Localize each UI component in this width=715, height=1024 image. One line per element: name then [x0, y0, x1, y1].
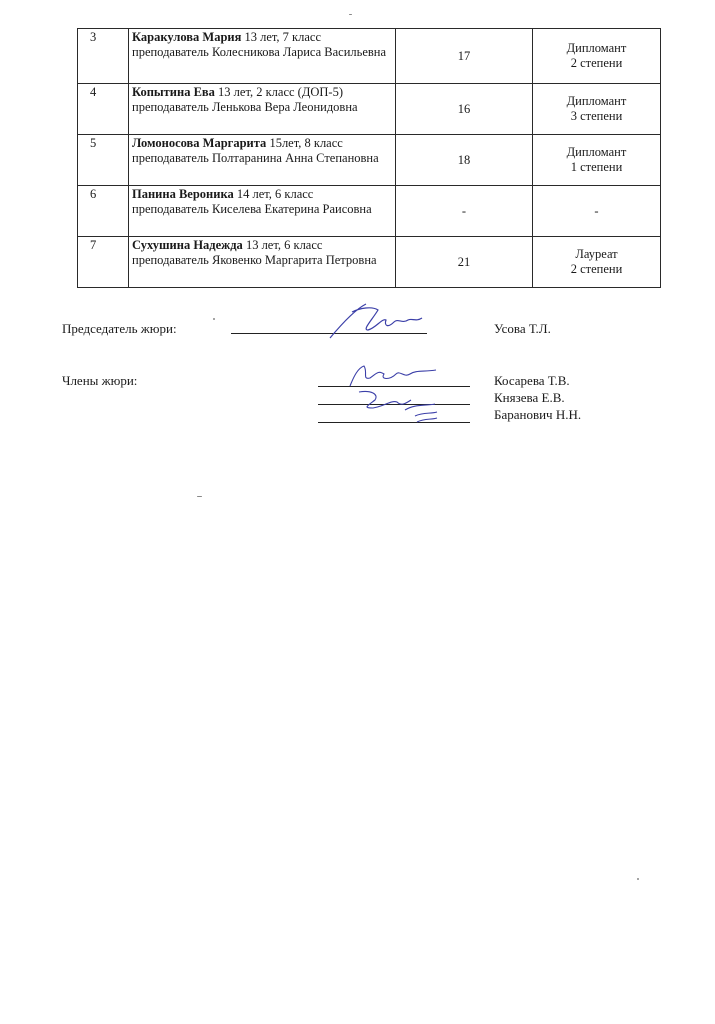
row-number: 4: [78, 84, 129, 135]
award-cell: [533, 135, 661, 186]
scan-speck: [197, 496, 202, 497]
participant-teacher: преподаватель Колесникова Лариса Васильевна: [132, 45, 387, 59]
members-label: Члены жюри:: [62, 373, 138, 388]
participant-teacher: преподаватель Полтаранина Анна Степановна: [132, 151, 379, 165]
award-degree: 1 степени: [570, 160, 623, 174]
participant-name: Сухушина Надежда: [132, 238, 243, 252]
table-row: [78, 135, 661, 186]
score-cell: 17: [396, 29, 533, 84]
chair-label: Председатель жюри:: [62, 321, 177, 336]
member-name: Косарева Т.В.: [494, 373, 570, 388]
scan-speck: [637, 878, 639, 880]
scan-speck: [349, 14, 352, 15]
table-row: [78, 29, 661, 84]
award-cell: [533, 186, 661, 237]
award-degree: 2 степени: [570, 262, 623, 276]
participant-teacher: преподаватель Яковенко Маргарита Петровна: [132, 253, 377, 267]
results-table: [77, 28, 661, 288]
participant-name: Каракулова Мария: [132, 30, 242, 44]
award-cell: [533, 84, 661, 135]
member-name: Баранович Н.Н.: [494, 407, 582, 422]
score-cell: 18: [396, 135, 533, 186]
participant-age-class: 13 лет, 7 класс: [241, 30, 321, 44]
score-cell: 21: [396, 237, 533, 288]
participant-info: [129, 186, 396, 237]
participant-info: [129, 135, 396, 186]
participant-name: Копытина Ева: [132, 85, 215, 99]
row-number: 5: [78, 135, 129, 186]
score-cell: -: [396, 186, 533, 237]
table-row: [78, 186, 661, 237]
score-cell: 16: [396, 84, 533, 135]
participant-age-class: 13 лет, 6 класс: [242, 238, 323, 252]
award-degree: 3 степени: [570, 109, 623, 123]
row-number: 3: [78, 29, 129, 84]
participant-age-class: 15лет, 8 класс: [266, 136, 343, 150]
participant-age-class: 14 лет, 6 класс: [233, 187, 314, 201]
row-number: 6: [78, 186, 129, 237]
member-signature: [345, 386, 455, 426]
member-name: Князева Е.В.: [494, 390, 565, 405]
scan-speck: [213, 318, 215, 320]
award-cell: [533, 237, 661, 288]
participant-name: Панина Вероника: [132, 187, 234, 201]
award-title: Дипломант: [566, 145, 627, 159]
participant-age-class: 13 лет, 2 класс (ДОП-5): [214, 85, 344, 99]
participant-info: [129, 84, 396, 135]
award-cell: [533, 29, 661, 84]
award-title: Лауреат: [575, 247, 618, 261]
participant-info: [129, 29, 396, 84]
award-title: Дипломант: [566, 94, 627, 108]
participant-name: Ломоносова Маргарита: [132, 136, 267, 150]
table-row: [78, 237, 661, 288]
participant-teacher: преподаватель Ленькова Вера Леонидовна: [132, 100, 358, 114]
table-row: [78, 84, 661, 135]
participant-teacher: преподаватель Киселева Екатерина Раисовна: [132, 202, 372, 216]
participant-info: [129, 237, 396, 288]
award-title: -: [594, 203, 599, 218]
chair-signature: [322, 300, 427, 342]
chair-name: Усова Т.Л.: [494, 321, 551, 336]
award-degree: 2 степени: [570, 56, 623, 70]
award-title: Дипломант: [566, 41, 627, 55]
row-number: 7: [78, 237, 129, 288]
